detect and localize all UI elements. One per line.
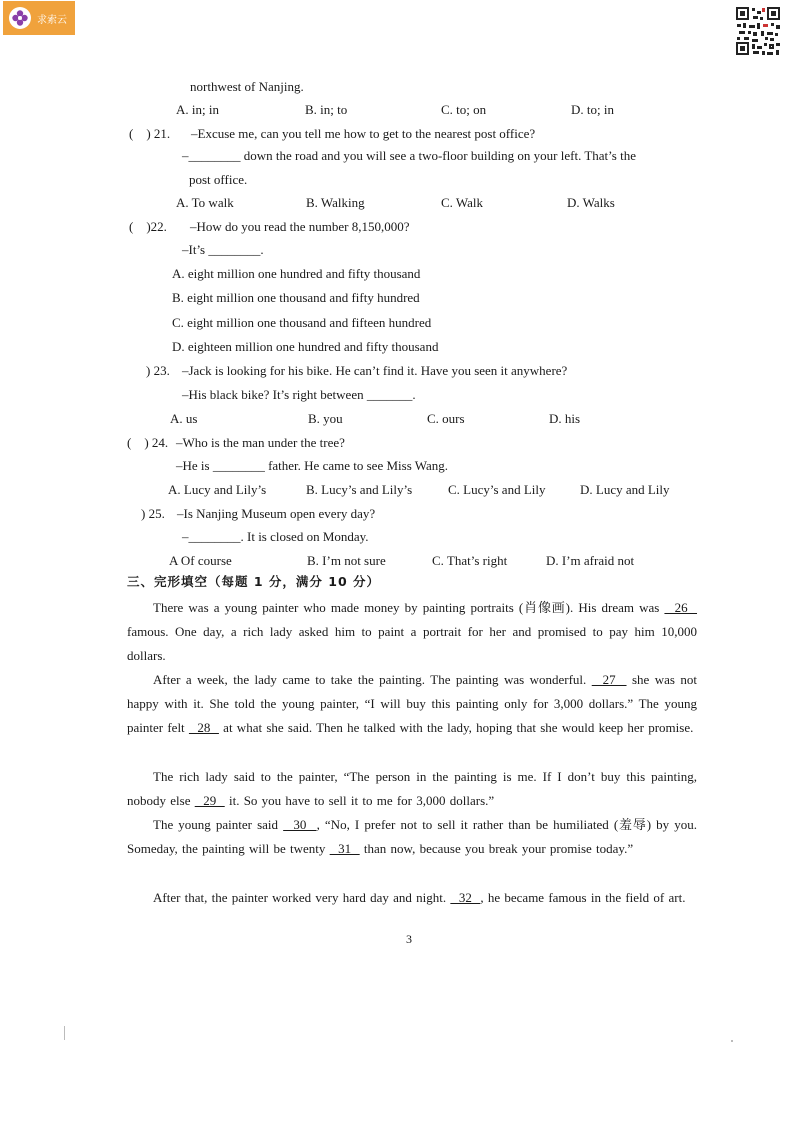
logo-text: 求索云 [37, 14, 67, 26]
option-a: A. us [170, 411, 198, 426]
question-number-23: ) 23. [146, 363, 170, 378]
passage-text: at what she said. Then he talked with the lady, hoping that she would keep her promise. [218, 720, 694, 735]
question-number-21: ( ) 21. [129, 126, 171, 141]
option-a: A. eight million one hundred and fifty thousand [172, 266, 421, 281]
question-number-25: ) 25. [141, 506, 165, 521]
option-a: A Of course [169, 553, 232, 568]
flower-logo-icon [9, 7, 31, 29]
option-a: A. in; in [176, 102, 219, 117]
passage-text: The young painter said [153, 817, 284, 832]
passage-text: , he became famous in the field of art. [480, 890, 686, 905]
option-a: A. To walk [176, 195, 234, 210]
qr-code-icon [735, 6, 781, 56]
blank-26: 26 [664, 600, 698, 615]
option-b: B. Lucy’s and Lily’s [306, 482, 413, 497]
option-b: B. eight million one thousand and fifty hundred [172, 290, 420, 305]
option-d: D. his [549, 411, 581, 426]
passage-paragraph [127, 886, 697, 910]
question-text-line: –Excuse me, can you tell me how to get to the nearest post office? [191, 126, 536, 141]
option-b: B. in; to [305, 102, 348, 117]
scan-speck [731, 1040, 733, 1042]
question-text-line: post office. [189, 172, 248, 187]
question-text-line: –Is Nanjing Museum open every day? [177, 506, 376, 521]
passage-text: After that, the painter worked very hard day and night. [153, 890, 451, 905]
option-b: B. I’m not sure [307, 553, 386, 568]
passage-paragraph [127, 765, 697, 813]
option-c: C. That’s right [432, 553, 508, 568]
question-text-line: –________ down the road and you will see a two-floor building on your left. That’s the [182, 148, 636, 163]
option-a: A. Lucy and Lily’s [168, 482, 267, 497]
option-d: D. Walks [567, 195, 615, 210]
option-c: C. to; on [441, 102, 487, 117]
passage-paragraph [127, 813, 697, 861]
blank-29: 29 [194, 793, 225, 808]
option-d: D. to; in [571, 102, 614, 117]
passage-text: There was a young painter who made money by painting portraits (肖像画). His dream was [153, 600, 665, 615]
blank-32: 32 [450, 890, 481, 905]
question-text-line: –Who is the man under the tree? [176, 435, 345, 450]
passage-paragraph [127, 596, 697, 668]
passage-text: The rich lady said to the painter, “The person in the painting is me. If I don’t buy this painting, nobody else [127, 769, 697, 808]
option-c: C. Walk [441, 195, 484, 210]
question-text-line: –His black bike? It’s right between _______. [182, 387, 416, 402]
passage-text: After a week, the lady came to take the painting. The painting was wonderful. [153, 672, 592, 687]
passage-paragraph [127, 668, 697, 740]
blank-27: 27 [591, 672, 627, 687]
blank-30: 30 [283, 817, 317, 832]
option-c: C. Lucy’s and Lily [448, 482, 546, 497]
option-c: C. eight million one thousand and fifteen hundred [172, 315, 432, 330]
option-b: B. you [308, 411, 343, 426]
question-text-line: –He is ________ father. He came to see Miss Wang. [176, 458, 449, 473]
scan-speck [64, 1026, 65, 1040]
passage-text: famous. One day, a rich lady asked him to paint a portrait for her and promised to pay him 10,000 dollars. [127, 624, 697, 663]
question-number-22: ( )22. [129, 219, 167, 234]
question-text-line: –How do you read the number 8,150,000? [190, 219, 410, 234]
question-text-line: –________. It is closed on Monday. [182, 529, 369, 544]
page-number: 3 [406, 932, 412, 946]
blank-31: 31 [329, 841, 360, 856]
section-heading: 三、完形填空（每题 1 分，满分 10 分） [127, 574, 381, 589]
question-number-24: ( ) 24. [127, 435, 169, 450]
question-text-line: –It’s ________. [182, 242, 264, 257]
question-text-line: –Jack is looking for his bike. He can’t find it. Have you seen it anywhere? [182, 363, 568, 378]
passage-text: she was not happy with it. She told the young painter, “I will buy this painting only for 3,000 dollars.” The young painter felt [127, 672, 697, 735]
option-b: B. Walking [306, 195, 365, 210]
passage-text: , “No, I prefer not to sell it rather than be humiliated (羞辱) by you. Someday, the painting will be twenty [127, 817, 698, 856]
option-d: D. Lucy and Lily [580, 482, 670, 497]
passage-text: it. So you have to sell it to me for 3,000 dollars.” [224, 793, 495, 808]
option-d: D. eighteen million one hundred and fifty thousand [172, 339, 439, 354]
passage-text: than now, because you break your promise today.” [359, 841, 634, 856]
option-c: C. ours [427, 411, 465, 426]
option-d: D. I’m afraid not [546, 553, 635, 568]
blank-28: 28 [188, 720, 219, 735]
question-text-line: northwest of Nanjing. [190, 79, 304, 94]
brand-logo [3, 1, 75, 35]
